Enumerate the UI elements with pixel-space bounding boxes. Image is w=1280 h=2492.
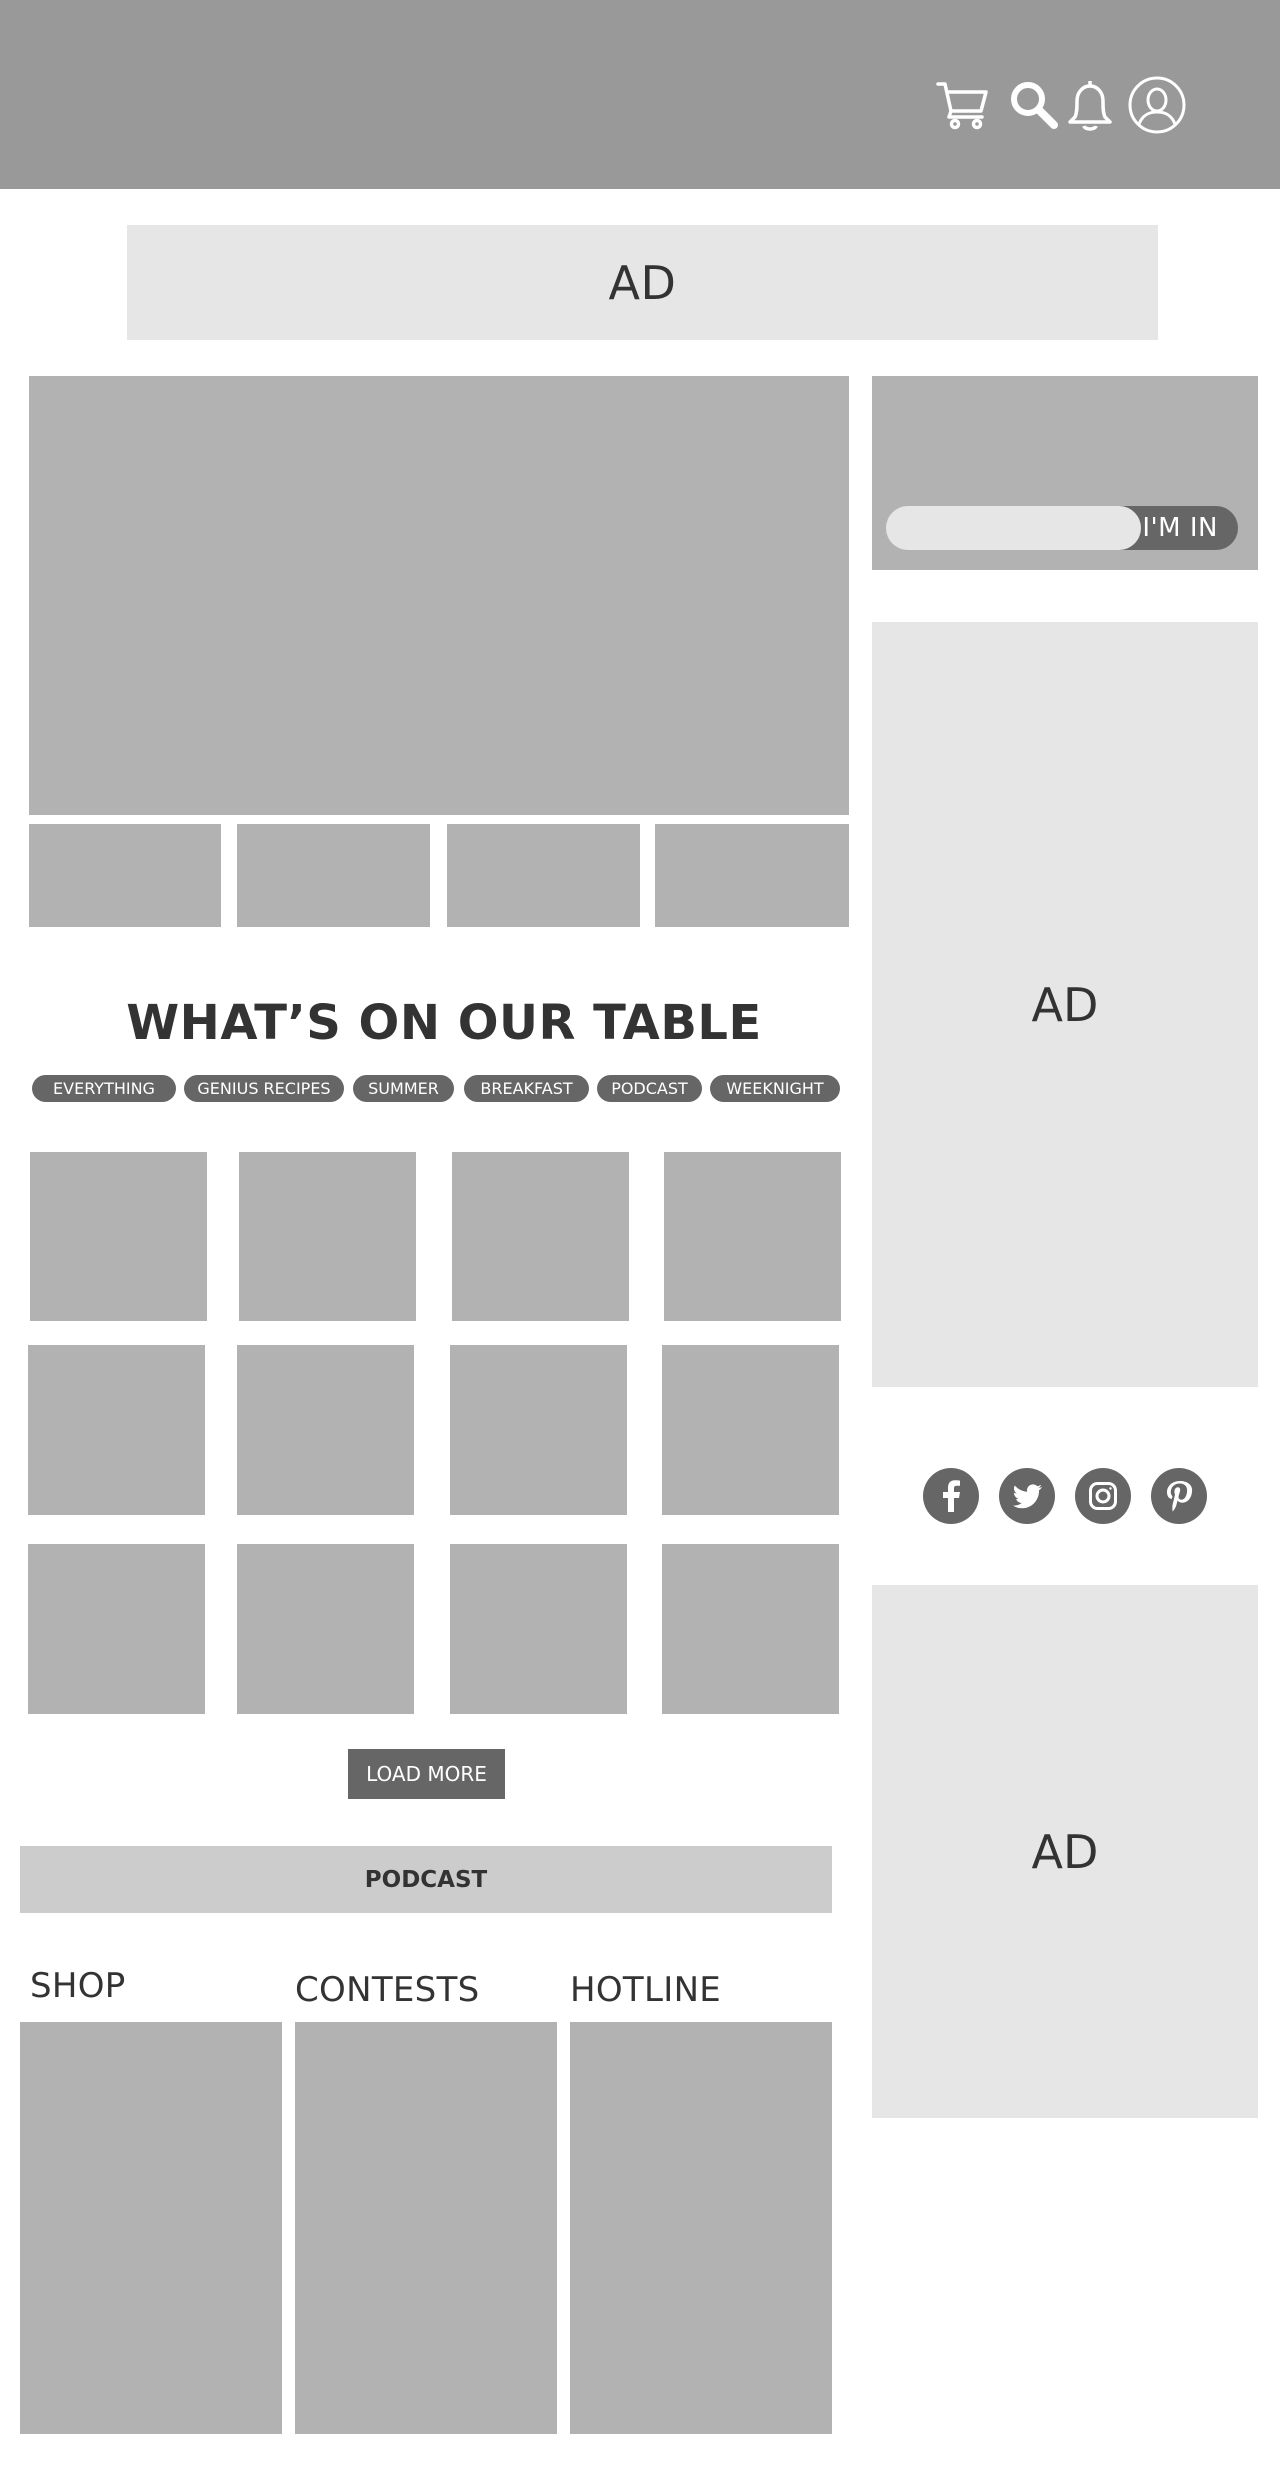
pinterest-icon[interactable] xyxy=(1151,1468,1207,1524)
recipe-card[interactable] xyxy=(239,1152,416,1321)
hero-thumbnail[interactable] xyxy=(237,824,430,927)
filter-pill-genius-recipes[interactable]: GENIUS RECIPES xyxy=(184,1075,344,1102)
ad-label: AD xyxy=(1031,1824,1099,1879)
filter-pill-summer[interactable]: SUMMER xyxy=(353,1075,454,1102)
recipe-card[interactable] xyxy=(662,1544,839,1714)
filter-pill-podcast[interactable]: PODCAST xyxy=(597,1075,702,1102)
hero-thumbnail[interactable] xyxy=(447,824,640,927)
instagram-icon[interactable] xyxy=(1075,1468,1131,1524)
recipe-card[interactable] xyxy=(452,1152,629,1321)
recipe-card[interactable] xyxy=(28,1544,205,1714)
newsletter-signup xyxy=(872,376,1258,570)
contests-heading[interactable]: CONTESTS xyxy=(295,1970,480,2010)
shop-heading[interactable]: SHOP xyxy=(30,1966,126,2006)
filter-pill-breakfast[interactable]: BREAKFAST xyxy=(464,1075,589,1102)
sidebar-ad[interactable] xyxy=(872,1585,1258,2118)
load-more-button[interactable]: LOAD MORE xyxy=(348,1749,505,1799)
sidebar-ad[interactable] xyxy=(872,622,1258,1387)
bell-icon[interactable] xyxy=(1061,76,1119,134)
shop-panel[interactable] xyxy=(20,2022,282,2434)
recipe-card[interactable] xyxy=(30,1152,207,1321)
recipe-card[interactable] xyxy=(450,1544,627,1714)
recipe-card[interactable] xyxy=(237,1345,414,1515)
facebook-icon[interactable] xyxy=(923,1468,979,1524)
recipe-card[interactable] xyxy=(664,1152,841,1321)
recipe-card[interactable] xyxy=(450,1345,627,1515)
recipe-card[interactable] xyxy=(28,1345,205,1515)
ad-label: AD xyxy=(1031,977,1099,1032)
hotline-panel[interactable] xyxy=(570,2022,832,2434)
im-in-button[interactable]: I'M IN xyxy=(1108,506,1238,550)
hero-thumbnail[interactable] xyxy=(655,824,849,927)
recipe-card[interactable] xyxy=(662,1345,839,1515)
twitter-icon[interactable] xyxy=(999,1468,1055,1524)
user-icon[interactable] xyxy=(1128,76,1186,134)
ad-label: AD xyxy=(608,255,677,310)
section-title: WHAT’S ON OUR TABLE xyxy=(126,995,762,1051)
recipe-card[interactable] xyxy=(237,1544,414,1714)
hotline-heading[interactable]: HOTLINE xyxy=(570,1970,722,2010)
top-ad-banner[interactable] xyxy=(127,225,1158,340)
hero-image[interactable] xyxy=(29,376,849,815)
search-icon[interactable] xyxy=(1005,76,1063,134)
signup-email-input[interactable] xyxy=(886,506,1141,550)
contests-panel[interactable] xyxy=(295,2022,557,2434)
site-header xyxy=(0,0,1280,189)
filter-pill-weeknight[interactable]: WEEKNIGHT xyxy=(710,1075,840,1102)
hero-thumbnail[interactable] xyxy=(29,824,221,927)
podcast-banner[interactable]: PODCAST xyxy=(20,1846,832,1913)
cart-icon[interactable] xyxy=(934,76,992,134)
filter-pill-everything[interactable]: EVERYTHING xyxy=(32,1075,176,1102)
